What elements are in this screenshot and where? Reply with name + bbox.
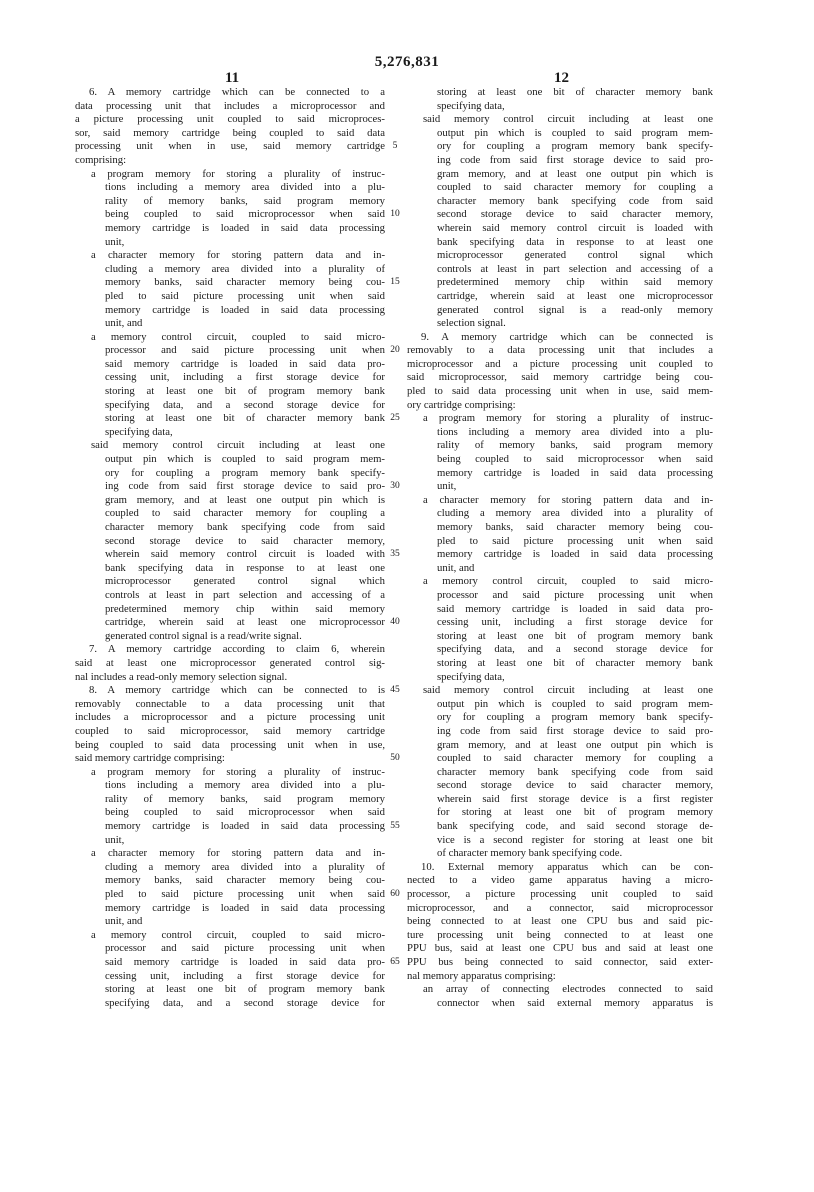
text-line: 10. External memory apparatus which can be con- <box>421 860 713 873</box>
text-line: character memory bank specifying code from said <box>105 521 385 533</box>
text-line: PPU bus being connected to said connector, said exter- <box>407 956 713 968</box>
text-line: said memory cartridge is loaded in said data pro- <box>105 956 385 968</box>
text-line: being coupled to said microprocessor when said <box>437 453 713 466</box>
text-line: removably to a data processing unit that includes a <box>407 344 713 357</box>
text-line: memory cartridge is loaded in said data processing <box>105 303 385 316</box>
text-line: being coupled to said data processing unit when in use, <box>75 738 385 751</box>
text-line: nal memory apparatus comprising: <box>407 969 556 982</box>
text-line: memory banks, said character memory being cou- <box>437 521 713 533</box>
patent-number: 5,276,831 <box>374 54 440 70</box>
line-number: 50 <box>390 753 400 764</box>
text-line: said memory control circuit including at least one <box>91 439 385 452</box>
text-line: said memory cartridge is loaded in said data pro- <box>105 357 385 370</box>
text-line: storing at least one bit of program memory bank <box>105 983 385 996</box>
line-number: 15 <box>390 277 400 288</box>
text-line: ory for coupling a program memory bank specify- <box>105 466 385 479</box>
text-line: gram memory, and at least one output pin which is <box>437 738 713 751</box>
line-number: 5 <box>392 141 398 152</box>
text-line: unit, <box>105 235 125 248</box>
text-line: microprocessor generated control signal which <box>437 249 713 262</box>
text-line: said microprocessor, said memory cartridge being cou- <box>407 371 713 384</box>
text-line: being coupled to said microprocessor when said <box>105 208 385 221</box>
line-number: 60 <box>390 889 400 900</box>
text-line: pled to said picture processing unit when said <box>437 534 713 547</box>
text-line: said memory cartridge comprising: <box>75 752 225 765</box>
text-line: generated control signal is a read-only memory <box>437 303 713 316</box>
text-line: includes a microprocessor and a picture processing unit <box>75 711 385 724</box>
text-line: specifying data, and a second storage device for <box>105 398 385 411</box>
text-line: microprocessor, and a connector, said microprocessor <box>407 901 713 914</box>
text-line: a character memory for storing pattern data and in- <box>91 847 385 860</box>
text-line: specifying data, and a second storage device for <box>437 643 713 656</box>
text-line: wherein said memory control circuit is loaded with <box>437 221 713 234</box>
text-line: tions including a memory area divided into a plu- <box>105 181 385 194</box>
text-line: cluding a memory area divided into a plurality of <box>437 507 713 520</box>
text-line: of character memory bank specifying code. <box>437 847 623 860</box>
page-number-left: 11 <box>225 70 240 86</box>
text-line: a picture processing unit coupled to said microproces- <box>75 113 385 126</box>
text-line: gram memory, and at least one output pin which is <box>437 167 713 180</box>
text-line: specifying data, and a second storage device for <box>105 996 385 1009</box>
text-line: PPU bus, said at least one CPU bus and said at least one <box>407 942 713 955</box>
text-line: storing at least one bit of program memory bank <box>437 629 713 642</box>
line-number: 20 <box>390 345 400 356</box>
line-number: 30 <box>390 481 400 492</box>
text-line: processing unit when in use, said memory cartridge <box>75 140 385 153</box>
text-line: tions including a memory area divided into a plu- <box>437 425 713 438</box>
text-line: microprocessor generated control signal which <box>105 575 385 588</box>
text-line: a character memory for storing pattern data and in- <box>423 493 713 506</box>
text-line: being coupled to said microprocessor when said <box>105 806 385 819</box>
text-line: 6. A memory cartridge which can be connected to a <box>89 86 385 98</box>
text-line: memory cartridge is loaded in said data processing <box>105 901 385 914</box>
text-line: memory cartridge is loaded in said data processing <box>437 466 713 479</box>
text-line: ing code from said first storage device to said pro- <box>437 724 713 737</box>
text-line: 7. A memory cartridge according to claim 6, wherein <box>89 643 385 656</box>
text-line: bank specifying code, and said second storage de- <box>437 820 713 833</box>
text-line: ory for coupling a program memory bank specify- <box>437 140 713 153</box>
text-line: coupled to said microprocessor, said memory cartridge <box>75 724 385 737</box>
text-line: wherein said first storage device is a first register <box>437 792 713 805</box>
text-line: predetermined memory chip within said memory <box>437 276 713 289</box>
text-line: generated control signal is a read/write signal. <box>105 629 302 642</box>
text-line: selection signal. <box>437 317 506 330</box>
text-line: said at least one microprocessor generated control sig- <box>75 656 385 669</box>
text-line: an array of connecting electrodes connected to said <box>423 983 713 996</box>
text-line: controls at least in part selection and accessing of a <box>105 588 385 601</box>
line-number: 65 <box>390 957 400 968</box>
text-line: coupled to said character memory for coupling a <box>105 507 385 520</box>
text-line: unit, and <box>105 317 143 330</box>
left-text-column <box>75 86 385 1010</box>
text-line: coupled to said character memory for coupling a <box>437 752 713 765</box>
text-line: processor and said picture processing unit when <box>105 942 385 955</box>
text-line: said memory control circuit including at least one <box>423 684 713 697</box>
text-line: processor and said picture processing unit when <box>105 344 385 357</box>
text-line: specifying data, <box>437 670 505 683</box>
text-line: character memory bank specifying code from said <box>437 765 713 778</box>
text-line: ory for coupling a program memory bank specify- <box>437 711 713 724</box>
text-line: rality of memory banks, said program memory <box>437 439 713 452</box>
text-line: cartridge, wherein said at least one microprocessor <box>105 616 385 629</box>
text-line: a program memory for storing a plurality of instruc- <box>91 765 385 778</box>
right-text-column <box>407 86 713 1010</box>
text-line: controls at least in part selection and accessing of a <box>437 262 713 275</box>
text-line: unit, and <box>437 561 475 574</box>
text-line: a memory control circuit, coupled to said micro- <box>91 330 385 343</box>
line-number: 25 <box>390 413 400 424</box>
text-line: cartridge, wherein said at least one microprocessor <box>437 289 713 302</box>
text-line: second storage device to said character memory, <box>437 779 713 792</box>
text-line: memory banks, said character memory being cou- <box>105 276 385 289</box>
text-line: output pin which is coupled to said program mem- <box>437 697 713 710</box>
text-line: coupled to said character memory for coupling a <box>437 181 713 194</box>
text-line: 9. A memory cartridge which can be connected is <box>421 330 713 343</box>
text-line: predetermined memory chip within said memory <box>105 602 385 615</box>
text-line: ing code from said first storage device to said pro- <box>105 480 385 493</box>
text-line: sor, said memory cartridge being coupled to said data <box>75 126 385 139</box>
text-line: vice is a second register for storing at least one bit <box>437 833 713 846</box>
text-line: cluding a memory area divided into a plurality of <box>105 860 385 873</box>
text-line: nal includes a read-only memory selection signal. <box>75 670 288 683</box>
line-number: 40 <box>390 617 400 628</box>
text-line: wherein said memory control circuit is loaded with <box>105 548 385 561</box>
line-number: 55 <box>390 821 400 832</box>
text-line: a program memory for storing a plurality of instruc- <box>423 412 713 425</box>
text-line: processor and said picture processing unit when <box>437 588 713 601</box>
text-line: storing at least one bit of character memory bank <box>105 412 385 425</box>
text-line: storing at least one bit of program memory bank <box>105 385 385 398</box>
text-line: unit, <box>105 833 125 846</box>
text-line: microprocessor and a picture processing unit coupled to <box>407 357 713 370</box>
text-line: said memory control circuit including at least one <box>423 113 713 126</box>
text-line: cessing unit, including a first storage device for <box>105 969 385 982</box>
text-line: storing at least one bit of character memory bank <box>437 86 713 98</box>
text-line: tions including a memory area divided into a plu- <box>105 779 385 792</box>
text-line: specifying data, <box>105 425 173 438</box>
line-number: 45 <box>390 685 400 696</box>
text-line: rality of memory banks, said program memory <box>105 792 385 805</box>
text-line: pled to said picture processing unit when said <box>105 289 385 302</box>
text-line: comprising: <box>75 153 127 166</box>
text-line: memory banks, said character memory being cou- <box>105 874 385 887</box>
page-number-right: 12 <box>554 70 569 86</box>
text-line: pled to said picture processing unit when said <box>105 888 385 901</box>
text-line: processor, a picture processing unit coupled to said <box>407 888 713 901</box>
text-line: unit, and <box>105 915 143 928</box>
text-line: a character memory for storing pattern data and in- <box>91 249 385 262</box>
text-line: a program memory for storing a plurality of instruc- <box>91 167 385 180</box>
text-line: memory cartridge is loaded in said data processing <box>105 221 385 234</box>
text-line: ing code from said first storage device to said pro- <box>437 153 713 166</box>
text-line: second storage device to said character memory, <box>437 208 713 221</box>
text-line: connector when said external memory apparatus is <box>437 996 713 1009</box>
text-line: cessing unit, including a first storage device for <box>437 616 713 629</box>
text-line: rality of memory banks, said program memory <box>105 194 385 207</box>
line-number: 35 <box>390 549 400 560</box>
text-line: said memory cartridge is loaded in said data pro- <box>437 602 713 615</box>
text-line: bank specifying data in response to at least one <box>105 561 385 574</box>
text-line: gram memory, and at least one output pin which is <box>105 493 385 506</box>
text-line: for storing at least one bit of program memory <box>437 806 713 819</box>
text-line: unit, <box>437 480 457 493</box>
text-line: ture processing unit being connected to at least one <box>407 928 713 941</box>
text-line: memory cartridge is loaded in said data processing <box>437 548 713 561</box>
text-line: character memory bank specifying code from said <box>437 194 713 207</box>
text-line: a memory control circuit, coupled to said micro- <box>423 575 713 588</box>
text-line: specifying data, <box>437 99 505 112</box>
text-line: ory cartridge comprising: <box>407 398 516 411</box>
text-line: bank specifying data in response to at least one <box>437 235 713 248</box>
text-line: being connected to at least one CPU bus and said pic- <box>407 915 713 928</box>
line-number: 10 <box>390 209 400 220</box>
text-line: a memory control circuit, coupled to said micro- <box>91 928 385 941</box>
text-line: data processing unit that includes a microprocessor and <box>75 99 385 112</box>
text-line: 8. A memory cartridge which can be connected to is <box>89 684 385 697</box>
text-line: output pin which is coupled to said program mem- <box>437 126 713 139</box>
text-line: nected to a video game apparatus having a micro- <box>407 874 713 887</box>
text-line: storing at least one bit of character memory bank <box>437 656 713 669</box>
text-line: cessing unit, including a first storage device for <box>105 371 385 384</box>
text-line: removably connectable to a data processing unit that <box>75 697 385 710</box>
text-line: output pin which is coupled to said program mem- <box>105 453 385 466</box>
text-line: memory cartridge is loaded in said data processing <box>105 820 385 833</box>
text-line: second storage device to said character memory, <box>105 534 385 547</box>
text-line: pled to said data processing unit when in use, said mem- <box>407 385 713 398</box>
text-line: cluding a memory area divided into a plurality of <box>105 262 385 275</box>
